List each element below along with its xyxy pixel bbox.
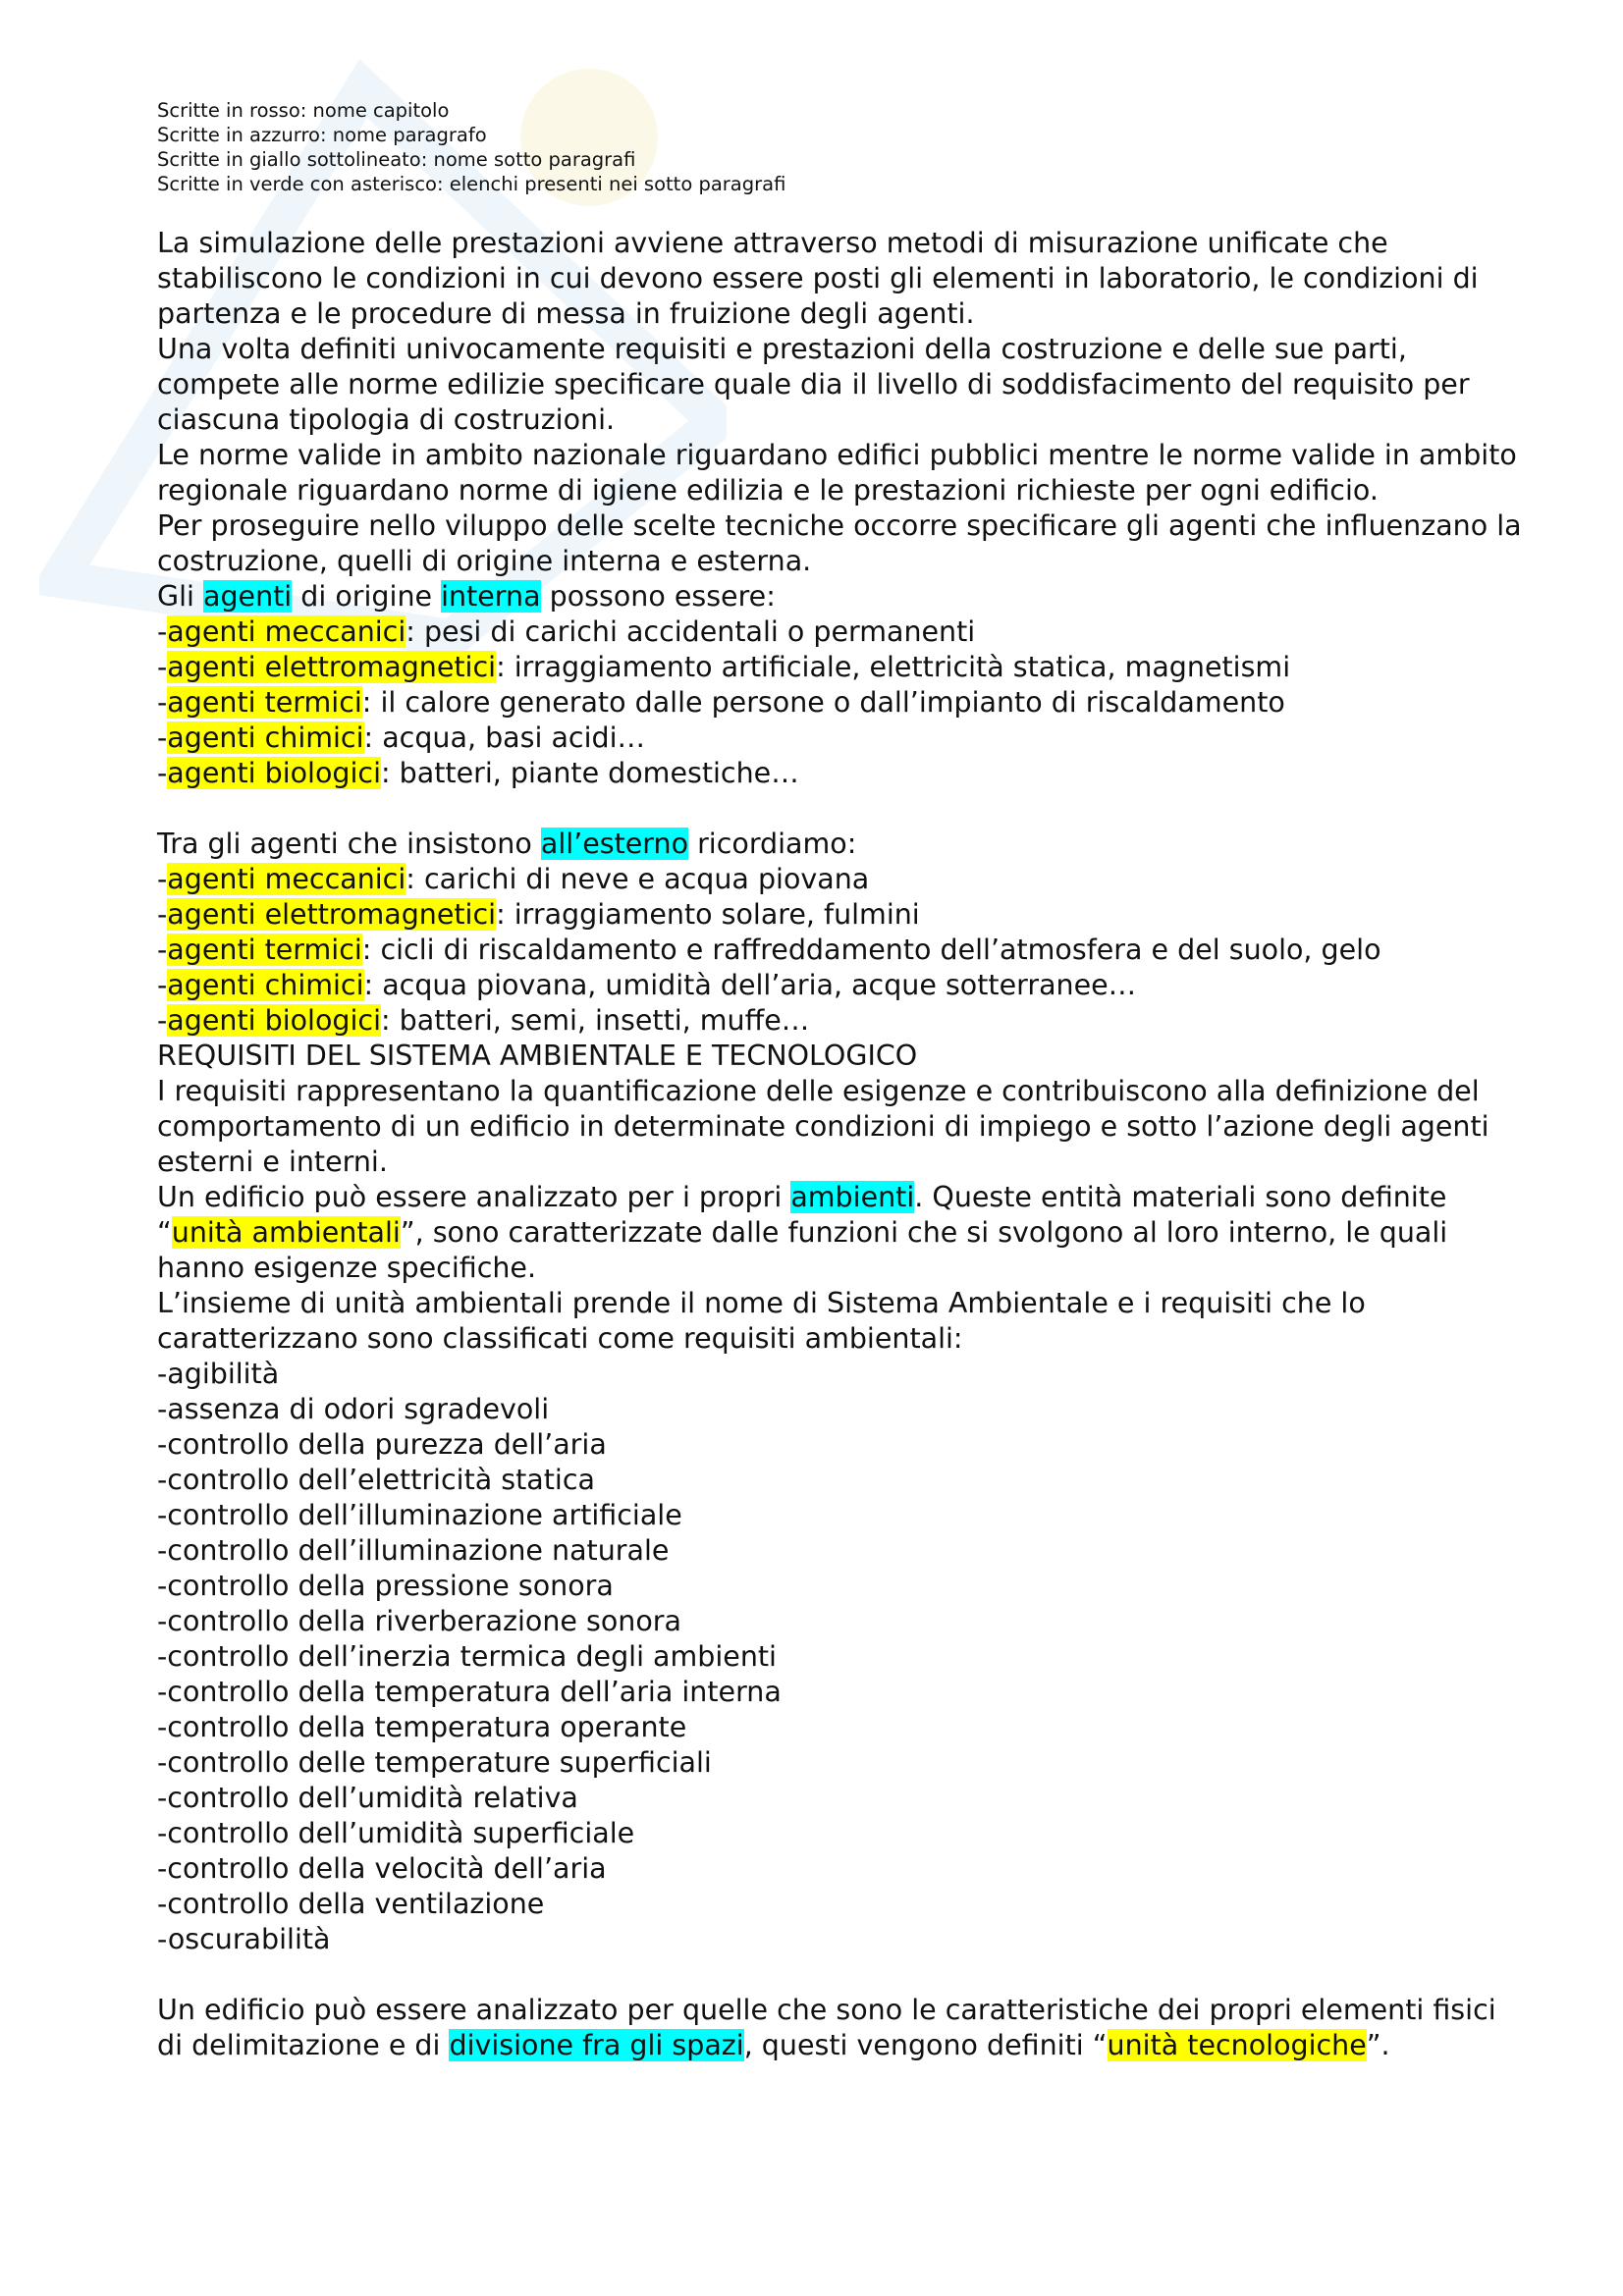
highlight-divisione-spazi: divisione fra gli spazi [449,2029,744,2061]
agent-term-highlight: agenti meccanici [167,615,406,648]
document-body [157,226,1531,2063]
highlight-interna: interna [441,580,541,613]
intro-paragraph-2: Una volta definiti univocamente requisiti e prestazioni della costruzione e delle sue parti, compete alle norme edilizie specificare quale dia il livello di soddisfacimento del requisito per ciascuna tipologia di costruzioni. [157,333,1479,436]
external-agents-lead: Tra gli agenti che insistono all’esterno ricordiamo: [157,828,857,860]
agent-term-highlight: agenti elettromagnetici [167,898,497,931]
internal-agent-item: -agenti termici: il calore generato dalle persone o dall’impianto di riscaldamento [157,686,1285,719]
section-heading: REQUISITI DEL SISTEMA AMBIENTALE E TECNOLOGICO [157,1040,918,1072]
color-legend [157,98,1522,196]
legend-line-blue: Scritte in azzurro: nome paragrafo [157,124,487,146]
list-item: -agibilità [157,1358,280,1390]
external-agent-item: -agenti termici: cicli di riscaldamento e raffreddamento dell’atmosfera e del suolo, gelo [157,934,1381,966]
list-item: -controllo delle temperature superficiali [157,1746,712,1779]
spacer [157,1957,1522,1993]
highlight-ambienti: ambienti [790,1181,915,1213]
agent-term-highlight: agenti termici [167,934,362,966]
list-item: -controllo della temperatura operante [157,1711,687,1743]
list-item: -assenza di odori sgradevoli [157,1393,550,1425]
agent-term-highlight: agenti biologici [167,757,381,789]
legend-line-red: Scritte in rosso: nome capitolo [157,99,450,122]
internal-agents-lead: Gli agenti di origine interna possono essere: [157,580,776,613]
closing-paragraph: Un edificio può essere analizzato per quelle che sono le caratteristiche dei propri elementi fisici di delimitazione e di divisione fra gli spazi, questi vengono definiti “unità tecnologiche”. [157,1994,1505,2061]
requisiti-paragraph-2: Un edificio può essere analizzato per i propri ambienti. Queste entità materiali sono definite “unità ambientali”, sono caratterizzate dalle funzioni che si svolgono al loro interno, le quali hanno esigenze specifiche. [157,1181,1457,1284]
list-item: -oscurabilità [157,1923,331,1955]
list-item: -controllo dell’illuminazione artificiale [157,1499,682,1531]
requisiti-list [157,1357,1522,1957]
intro-paragraph-1: La simulazione delle prestazioni avviene attraverso metodi di misurazione unificate che stabiliscono le condizioni in cui devono essere posti gli elementi in laboratorio, le condizioni di partenza e le procedure di messa in fruizione degli agenti. [157,227,1488,330]
list-item: -controllo dell’umidità relativa [157,1782,578,1814]
agent-term-highlight: agenti meccanici [167,863,406,895]
legend-line-yellow: Scritte in giallo sottolineato: nome sotto paragrafi [157,148,636,171]
list-item: -controllo della purezza dell’aria [157,1428,607,1461]
highlight-unita-tecnologiche: unità tecnologiche [1107,2029,1367,2061]
agent-term-highlight: agenti chimici [167,969,364,1001]
list-item: -controllo della riverberazione sonora [157,1605,681,1637]
list-item: -controllo dell’umidità superficiale [157,1817,635,1849]
highlight-esterno: all’esterno [540,828,689,860]
legend-line-green: Scritte in verde con asterisco: elenchi presenti nei sotto paragrafi [157,173,786,195]
internal-agent-item: -agenti meccanici: pesi di carichi accidentali o permanenti [157,615,976,648]
requisiti-paragraph-1: I requisiti rappresentano la quantificazione delle esigenze e contribuiscono alla definizione del comportamento di un edificio in determinate condizioni di impiego e sotto l’azione degli agenti esterni e interni. [157,1075,1498,1178]
internal-agent-item: -agenti biologici: batteri, piante domestiche… [157,757,799,789]
list-item: -controllo dell’elettricità statica [157,1464,595,1496]
agent-term-highlight: agenti chimici [167,721,364,754]
list-item: -controllo della velocità dell’aria [157,1852,607,1885]
list-item: -controllo dell’illuminazione naturale [157,1534,670,1567]
external-agent-item: -agenti biologici: batteri, semi, insetti, muffe… [157,1004,810,1037]
document-page [157,98,1531,2063]
list-item: -controllo dell’inerzia termica degli ambienti [157,1640,777,1673]
external-agent-item: -agenti meccanici: carichi di neve e acqua piovana [157,863,870,895]
agent-term-highlight: agenti elettromagnetici [167,651,497,683]
spacer [157,791,1522,827]
list-item: -controllo della temperatura dell’aria interna [157,1676,782,1708]
internal-agent-item: -agenti elettromagnetici: irraggiamento artificiale, elettricità statica, magnetismi [157,651,1291,683]
highlight-agenti: agenti [202,580,293,613]
internal-agent-item: -agenti chimici: acqua, basi acidi… [157,721,646,754]
agent-term-highlight: agenti termici [167,686,362,719]
external-agent-item: -agenti elettromagnetici: irraggiamento solare, fulmini [157,898,920,931]
external-agent-item: -agenti chimici: acqua piovana, umidità dell’aria, acque sotterranee… [157,969,1137,1001]
intro-paragraph-4: Per proseguire nello viluppo delle scelte tecniche occorre specificare gli agenti che influenzano la costruzione, quelli di origine interna e esterna. [157,509,1531,577]
highlight-unita-ambientali: unità ambientali [171,1216,401,1249]
intro-paragraph-3: Le norme valide in ambito nazionale riguardano edifici pubblici mentre le norme valide in ambito regionale riguardano norme di igiene edilizia e le prestazioni richieste per ogni edificio. [157,439,1526,507]
agent-term-highlight: agenti biologici [167,1004,381,1037]
requisiti-paragraph-3: L’insieme di unità ambientali prende il nome di Sistema Ambientale e i requisiti che lo caratterizzano sono classificati come requisiti ambientali: [157,1287,1375,1355]
list-item: -controllo della pressione sonora [157,1570,614,1602]
list-item: -controllo della ventilazione [157,1888,545,1920]
